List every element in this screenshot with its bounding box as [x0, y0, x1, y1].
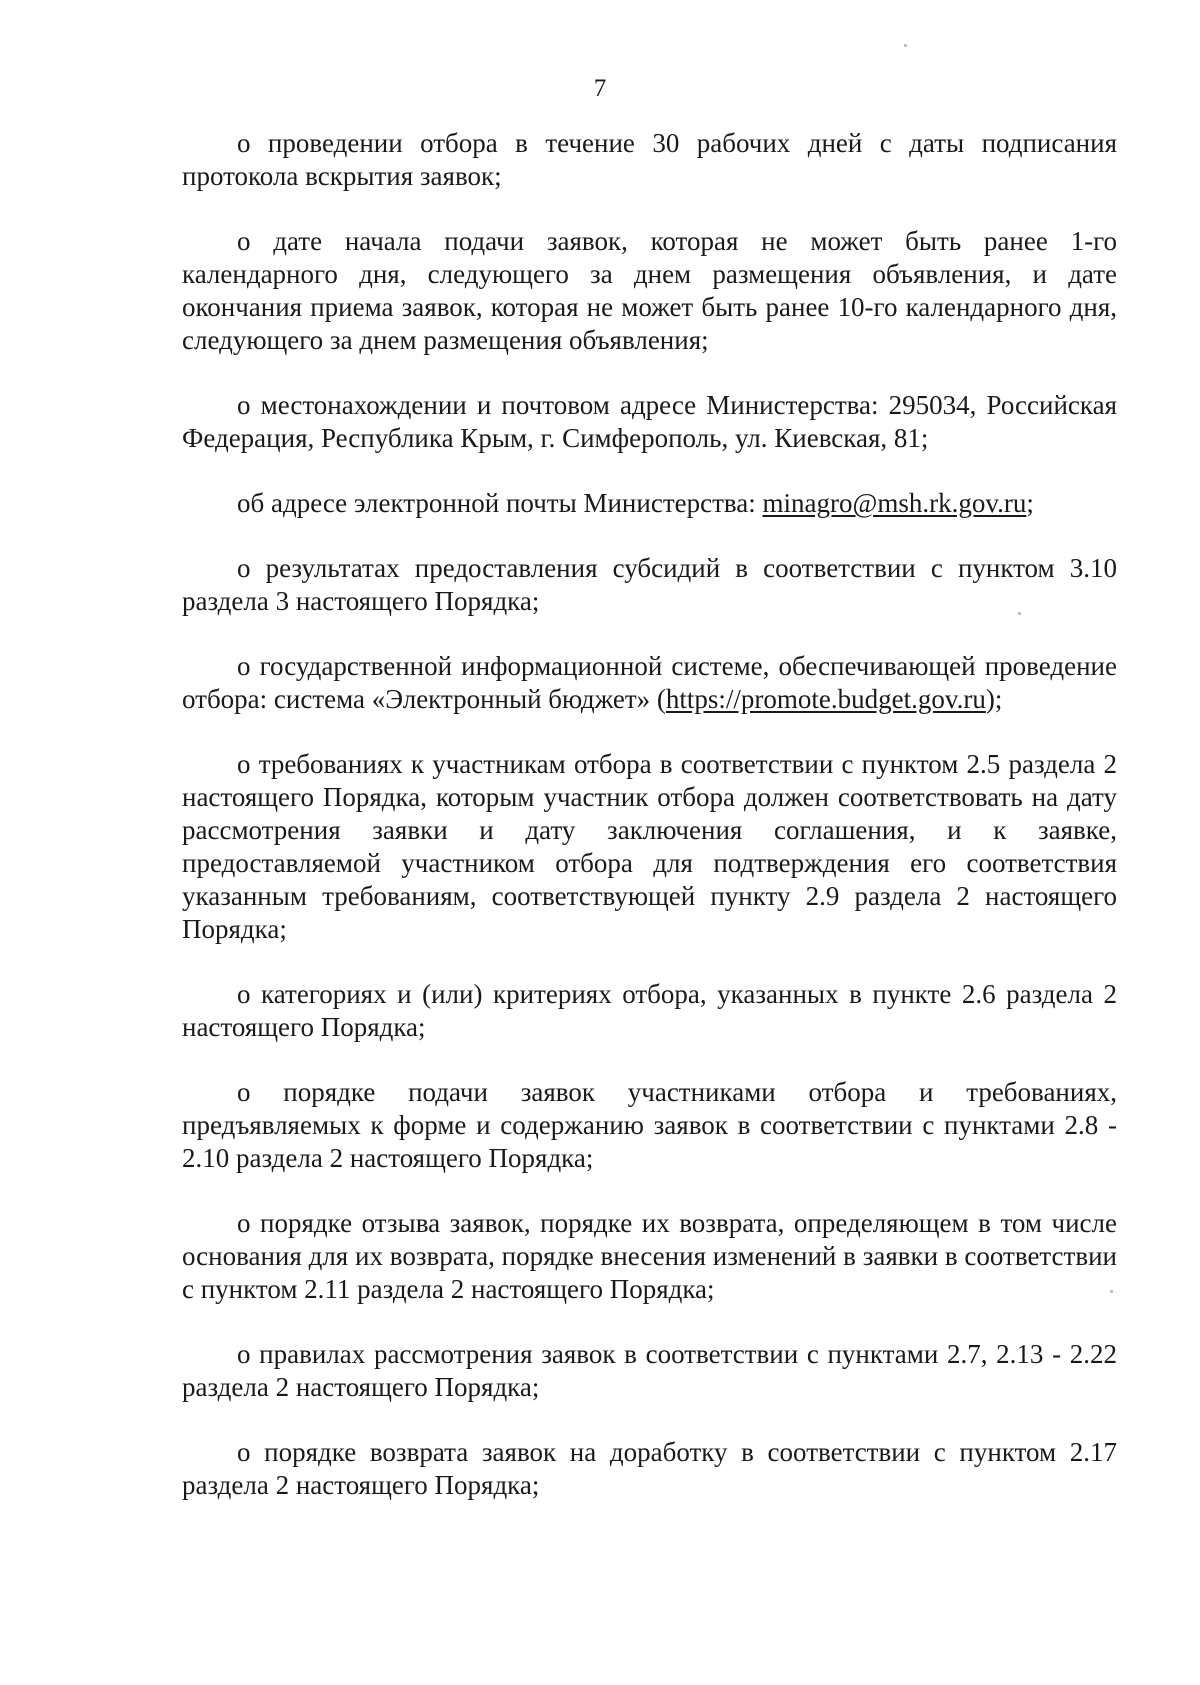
paragraph-ministry-address: о местонахождении и почтовом адресе Министерства: 295034, Российская Федерация, Республика Крым, г. Симферополь, ул. Киевская, 81;	[182, 390, 1117, 453]
paragraph-return-for-revision: о порядке возврата заявок на доработку в соответствии с пунктом 2.17 раздела 2 настоящего Порядка;	[182, 1437, 1117, 1500]
paragraph-subsidy-results: о результатах предоставления субсидий в соответствии с пунктом 3.10 раздела 3 настоящего Порядка;	[182, 553, 1117, 616]
paragraph-submission-procedure: о порядке подачи заявок участниками отбора и требованиях, предъявляемых к форме и содержанию заявок в соответствии с пунктами 2.8 - 2.10 раздела 2 настоящего Порядка;	[182, 1077, 1117, 1173]
paragraph-application-dates: о дате начала подачи заявок, которая не может быть ранее 1-го календарного дня, следующего за днем размещения объявления, и дате окончания приема заявок, которая не может быть ранее 10-го календарного дня, следующего за днем размещения объявления;	[182, 226, 1117, 355]
email-tail: ;	[1026, 488, 1034, 518]
system-tail: );	[985, 684, 1003, 714]
document-body	[182, 127, 1117, 1534]
scan-speck	[1018, 612, 1021, 615]
email-intro: об адресе электронной почты Министерства:	[237, 488, 763, 518]
email-link[interactable]: minagro@msh.rk.gov.ru	[762, 488, 1027, 518]
scan-speck	[1110, 1290, 1113, 1293]
paragraph-review-rules: о правилах рассмотрения заявок в соответствии с пунктами 2.7, 2.13 - 2.22 раздела 2 настоящего Порядка;	[182, 1339, 1117, 1402]
budget-system-link[interactable]: https://promote.budget.gov.ru	[665, 684, 986, 714]
paragraph-information-system	[182, 650, 1117, 716]
page-number: 7	[593, 75, 607, 102]
paragraph-selection-criteria: о категориях и (или) критериях отбора, указанных в пункте 2.6 раздела 2 настоящего Порядка;	[182, 979, 1117, 1042]
paragraph-selection-timing: о проведении отбора в течение 30 рабочих дней с даты подписания протокола вскрытия заявок;	[182, 128, 1117, 191]
paragraph-participant-requirements: о требованиях к участникам отбора в соответствии с пунктом 2.5 раздела 2 настоящего Порядка, которым участник отбора должен соответствовать на дату рассмотрения заявки и дату заключения соглашения, и к заявке, предоставляемой участником отбора для подтверждения его соответствия указанным требованиям, соответствующей пункту 2.9 раздела 2 настоящего Порядка;	[182, 749, 1117, 944]
scan-speck	[904, 44, 907, 47]
system-intro: о государственной информационной системе, обеспечивающей проведение отбора: система «Электронный бюджет» (	[182, 651, 1117, 714]
paragraph-withdrawal-procedure: о порядке отзыва заявок, порядке их возврата, определяющем в том числе основания для их возврата, порядке внесения изменений в заявки в соответствии с пунктом 2.11 раздела 2 настоящего Порядка;	[182, 1208, 1117, 1304]
paragraph-ministry-email	[182, 487, 1117, 520]
